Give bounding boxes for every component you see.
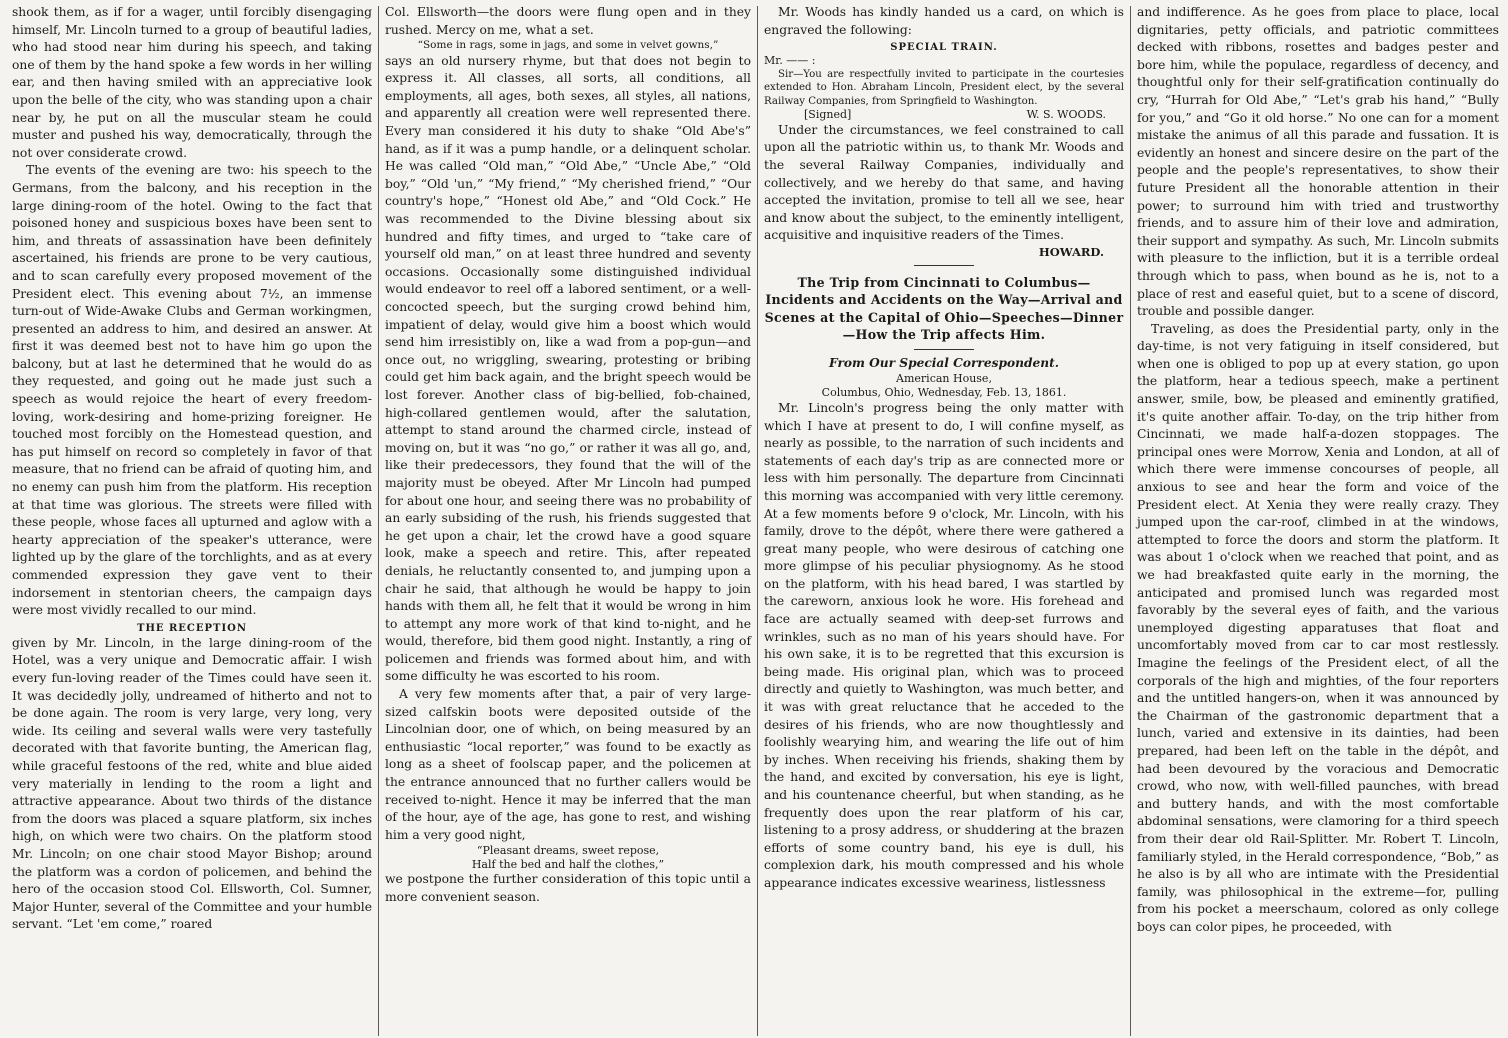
separator (914, 265, 974, 266)
column-3 (758, 4, 1130, 1038)
dateline-place: American House, (896, 371, 992, 385)
paragraph: we postpone the further consideration of this topic until a more convenient season. (385, 872, 751, 904)
paragraph: and indifference. As he goes from place to place, local dignitaries, petty officials, and patriotic committees decked with ribbons, rosettes and badges pester and bore him, while the populace, regardless of decency, and thoughtful only for their self-gratification continually do cry, “Hurrah for Old Abe,” “Let's grab his hand,” “Bully for you,” and “Go it old horse.” No one can for a moment mistake the animus of all this parade and fussation. It is evidently an honest and sincere desire on the part of the people and the people's representatives, to show their future President all the honorable attention in their power; to surround him with tried and trustworthy friends, and to assure him of their love and admiration, their support and sympathy. As such, Mr. Lincoln submits with pleasure to the infliction, but it is a terrible ordeal through which to pass, when bound as he is, not to a place of rest and easeful quiet, but to a scene of discord, trouble and possible danger. (1137, 5, 1499, 319)
dateline-date: Columbus, Ohio, Wednesday, Feb. 13, 1861. (821, 385, 1067, 399)
column-1 (6, 4, 378, 1038)
paragraph: Traveling, as does the Presidential party, only in the day-time, is not very fatiguing in itself considered, but when one is obliged to pop up at every station, go upon the platform, hear a tedious speech, make a pertinent answer, smile, bow, be pleased and eminently gratified, it's quite another affair. To-day, on the trip hither from Cincinnati, we made half-a-dozen stoppages. The principal ones were Morrow, Xenia and London, at all of which there were immense concourses of people, all anxious to see and hear the form and voice of the President elect. At Xenia they were really crazy. They jumped upon the car-roof, climbed in at the windows, attempted to force the doors and storm the platform. It was about 1 o'clock when we reached that point, and as we had breakfasted quite early in the morning, the anticipated and promised lunch was regarded most favorably by the several eyes of faith, and the various unemployed digesting apparatuses that float and uncomfortably moved from car to car most restlessly. Imagine the feelings of the President elect, of all the corporals of the high and mighties, of the four reporters and the untitled hangers-on, when it was announced by the Chairman of the gastronomic department that a lunch, varied and extensive in its dainties, had been prepared, had been left on the table in the dépôt, and had been devoured by the voracious and Democratic crowd, who now, with well-filled paunches, with bread and buttery hands, and with the most comfortable abdominal sensations, were clamoring for a third speech from their dear old Rail-Splitter. Mr. Robert T. Lincoln, familiarly styled, in the Herald correspondence, “Bob,” as he also is by all who are intimate with the Presidential family, was philosophical in the extreme—for, pulling from his pocket a meerschaum, colored as only college boys can color pipes, he proceeded, with (1137, 321, 1499, 934)
byline: From Our Special Correspondent. (829, 355, 1059, 370)
article-headline: The Trip from Cincinnati to Columbus—Incidents and Accidents on the Way—Arrival and Scenes at the Capital of Ohio—Speeches—Dinner—How the Trip affects Him. (764, 274, 1124, 343)
poem-line: “Pleasant dreams, sweet repose, (476, 844, 660, 858)
signed-label: [Signed] (804, 107, 852, 121)
column-4 (1131, 4, 1505, 1038)
section-heading: THE RECEPTION (137, 622, 247, 634)
author-signature: HOWARD. (1038, 244, 1104, 259)
card-text: Sir—You are respectfully invited to participate in the courtesies extended to Hon. Abraham Lincoln, President elect, by the several Railway Companies, from Springfield to Washington. (764, 69, 1124, 107)
separator (914, 349, 974, 350)
card-signature (764, 108, 1124, 122)
card-salutation: Mr. —— : (764, 54, 816, 68)
paragraph: says an old nursery rhyme, but that does not begin to express it. All classes, all sorts, all conditions, all employments, all ages, both sexes, all styles, all nations, and apparently all creation were well represented there. Every man considered it his duty to shake “Old Abe's” hand, as if it was a pump handle, or a delinquent scholar. He was called “Old man,” “Old Abe,” “Uncle Abe,” “Old boy,” “Old 'un,” “My friend,” “My cherished friend,” “Our country's hope,” “Honest old Abe,” and “Old Cock.” He was recommended to the Divine blessing about six hundred and fifty times, and urged to “take care of yourself old man,” on at least three hundred and seventy occasions. Occasionally some distinguished individual would endeavor to reel off a labored sentiment, or a well-concocted speech, but the surging crowd behind him, impatient of delay, would give him a boost which would send him irresistibly on, like a wad from a pop-gun—and once out, no wriggling, swearing, protesting or bribing could get him back again, and the bright speech would be lost forever. Another class of big-bellied, fob-chained, high-collared gentlemen would, after the salutation, attempt to stand around the charmed circle, instead of moving on, but it was “no go,” or rather it was all go, and, like their predecessors, they found that the will of the majority must be obeyed. After Mr Lincoln had pumped for about one hour, and seeing there was no probability of an early subsiding of the rush, his friends suggested that he get upon a chair, let the crowd have a good square look, make a speech and retire. This, after repeated denials, he reluctantly consented to, and jumping upon a chair he said, that although he would be happy to join hands with them all, he felt that it would be wrong in him to attempt any more work of that kind to-night, and he would, therefore, bid them good night. Instantly, a ring of policemen and friends was formed about him, and with some difficulty he was escorted to his room. (385, 53, 751, 684)
paragraph: Mr. Lincoln's progress being the only matter with which I have at present to do, I will confine myself, as nearly as possible, to the narration of such incidents and statements of each day's trip as are connected more or less with him personally. The departure from Cincinnati this morning was accompanied with very little ceremony. At a few moments before 9 o'clock, Mr. Lincoln, with his family, drove to the dépôt, where there were gathered a great many people, who were desirous of catching one more glimpse of his peculiar physiognomy. As he stood on the platform, with his head bared, I was startled by the careworn, anxious look he wore. His forehead and face are actually seamed with deep-set furrows and wrinkles, such as no man of his years should have. For his own sake, it is to be regretted that this excursion is being made. His original plan, which was to proceed directly and quietly to Washington, was much better, and it was with great reluctance that he acceded to the desires of his friends, who are now thoughtlessly and foolishly wearying him, and wearing the life out of him by inches. When receiving his friends, shaking them by the hand, and excited by conversation, his eye is light, and his countenance cheerful, but when standing, as he frequently does upon the rear platform of his car, listening to a prosy address, or shuddering at the brazen efforts of some country band, his eye is dull, his complexion dark, his mouth compressed and his whole appearance indicates excessive weariness, listlessness (764, 400, 1124, 890)
paragraph: Under the circumstances, we feel constrained to call upon all the patriotic within us, to thank Mr. Woods and the several Railway Companies, individually and collectively, and we hereby do that same, and having accepted the invitation, promise to tell all we see, hear and know about the subject, to the eminently intelligent, acquisitive and inquisitive readers of the Times. (764, 122, 1124, 243)
paragraph: The events of the evening are two: his speech to the Germans, from the balcony, and his reception in the large dining-room of the hotel. Owing to the fact that poisoned honey and suspicious boxes have been sent to him, and threats of assassination have been definitely ascertained, his friends are prone to be very cautious, and to scan carefully every proposed movement of the President elect. This evening about 7½, an immense turn-out of Wide-Awake Clubs and German workingmen, presented an address to him, and desired an answer. At first it was deemed best not to have him go upon the balcony, but at last he determined that he would do as they requested, and going out he made just such a speech as would rejoice the heart of every freedom-loving, work-desiring and home-prizing foreigner. He touched most forcibly on the Homestead question, and has put himself on record so completely in favor of that measure, that no friend can be afraid of quoting him, and no enemy can push him from the platform. His reception at that time was glorious. The streets were filled with these people, whose faces all upturned and aglow with a hearty appreciation of the speaker's utterance, were lighted up by the glare of the torchlights, and as at every commended expression they gave vent to their indorsement in stentorian cheers, the campaign days were most vividly recalled to our mind. (12, 163, 372, 618)
column-2 (379, 4, 757, 1038)
paragraph: Mr. Woods has kindly handed us a card, on which is engraved the following: (764, 5, 1124, 37)
paragraph: Col. Ellsworth—the doors were flung open and in they rushed. Mercy on me, what a set. (385, 5, 751, 37)
poem-line: Half the bed and half the clothes,” (471, 857, 665, 871)
paragraph: shook them, as if for a wager, until forcibly disengaging himself, Mr. Lincoln turned to a group of beautiful ladies, who had stood near him during his speech, and taking one of them by the hand spoke a few words in her willing ear, and then having smiled with an appreciative look upon the belle of the city, who was standing upon a chair near by, he put on all the muscular steam he could muster and pushed his way, democratically, through the not over considerate crowd. (12, 5, 372, 160)
rhyme-quote: “Some in rags, some in jags, and some in velvet gowns,” (417, 39, 719, 52)
card-title: SPECIAL TRAIN. (890, 42, 998, 54)
paragraph: A very few moments after that, a pair of very large-sized calfskin boots were deposited outside of the Lincolnian door, one of which, on being measured by an enthusiastic “local reporter,” was found to be exactly as long as a sheet of foolscap paper, and the policemen at the entrance announced that no further callers would be received to-night. Hence it may be inferred that the man of the hour, aye of the age, has gone to rest, and wishing him a very good night, (385, 687, 751, 842)
signer-name: W. S. WOODS. (1026, 107, 1106, 121)
paragraph: given by Mr. Lincoln, in the large dining-room of the Hotel, was a very unique and Democratic affair. I wish every fun-loving reader of the Times could have seen it. It was decidedly jolly, undreamed of hitherto and not to be done again. The room is very large, very long, very wide. Its ceiling and several walls were very tastefully decorated with that favorite bunting, the American flag, while graceful festoons of the red, white and blue aided very materially in lending to the room a light and attractive appearance. About two thirds of the distance from the doors was placed a square platform, six inches high, on which were two chairs. On the platform stood Mr. Lincoln; on one chair stood Mayor Bishop; around the platform was a cordon of policemen, and behind the hero of the occasion stood Col. Ellsworth, Col. Sumner, Major Hunter, several of the Committee and your humble servant. “Let 'em come,” roared (12, 635, 372, 932)
